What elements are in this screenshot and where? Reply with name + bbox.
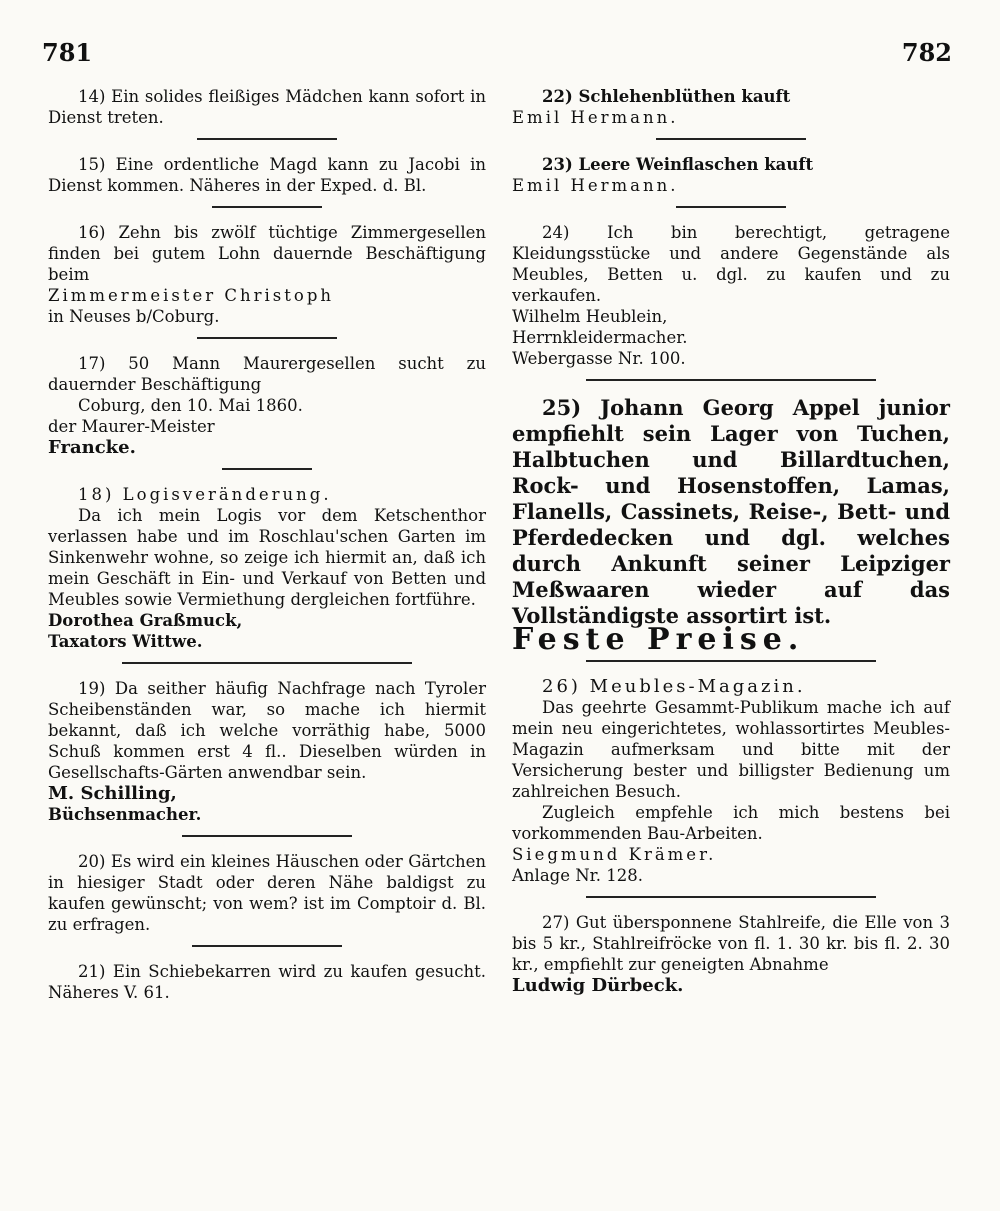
right-column — [512, 86, 950, 1002]
ad-18-signature-line1: Dorothea Graßmuck, — [48, 611, 243, 630]
divider — [197, 138, 337, 140]
ad-24-text: 24) Ich bin berechtigt, getragene Kleidungsstücke und andere Gegenstände als Meubles, Betten u. dgl. zu kaufen und zu verkaufen. — [512, 223, 950, 305]
ad-19-signature-line1: M. Schilling, — [48, 783, 177, 804]
ad-23 — [512, 154, 950, 196]
divider — [586, 379, 876, 381]
ad-16-signature-line1: Zimmermeister Christoph — [48, 286, 335, 305]
ad-26-text2: Zugleich empfehle ich mich bestens bei vorkommenden Bau-Arbeiten. — [512, 803, 950, 843]
ad-18-signature-line2: Taxators Wittwe. — [48, 632, 203, 651]
divider — [222, 468, 312, 470]
ad-24 — [512, 222, 950, 369]
divider — [122, 662, 412, 664]
ad-15-text: 15) Eine ordentliche Magd kann zu Jacobi in Dienst kommen. Näheres in der Exped. d. Bl. — [48, 155, 486, 195]
ad-22 — [512, 86, 950, 128]
ad-25-feste-preise: Feste Preise. — [512, 622, 805, 657]
ad-27-text: 27) Gut übersponnene Stahlreife, die Elle von 3 bis 5 kr., Stahlreifröcke von fl. 1. 30 kr. bis fl. 2. 30 kr., empfiehlt zur geneigten Abnahme — [512, 913, 950, 974]
ad-22-signature: Emil Hermann. — [512, 108, 679, 127]
ad-14-text: 14) Ein solides fleißiges Mädchen kann sofort in Dienst treten. — [48, 87, 486, 127]
divider — [656, 138, 806, 140]
ad-24-signature-line2: Herrnkleidermacher. — [512, 328, 688, 347]
ad-25-text: 25) Johann Georg Appel junior empfiehlt sein Lager von Tuchen, Halbtuchen und Billardtuchen, Rock- und Hosenstoffen, Lamas, Flanells, Cassinets, Reise-, Bett- und Pferdedecken und dgl. welches durch Ankunft seiner Leipziger Meßwaaren wieder auf das Vollständigste assortirt ist. — [512, 395, 950, 628]
ad-26-heading: 26) Meubles-Magazin. — [542, 676, 806, 697]
ad-26-signature-line1: Siegmund Krämer. — [512, 845, 717, 864]
divider — [212, 206, 322, 208]
ad-16-text: 16) Zehn bis zwölf tüchtige Zimmergesellen finden bei gutem Lohn dauernde Beschäftigung beim — [48, 223, 486, 284]
page-number-right: 782 — [901, 38, 952, 67]
left-column — [48, 86, 486, 1009]
ad-23-text: 23) Leere Weinflaschen kauft — [542, 155, 814, 174]
ad-24-signature-line1: Wilhelm Heublein, — [512, 307, 668, 326]
divider — [182, 835, 352, 837]
divider — [586, 896, 876, 898]
ad-17 — [48, 353, 486, 458]
ad-18-text: Da ich mein Logis vor dem Ketschenthor verlassen habe und im Roschlau'schen Garten im Sinkenwehr wohne, so zeige ich hiermit an, daß ich mein Geschäft in Ein- und Verkauf von Betten und Meubles sowie Vermiethung dergleichen fortführe. — [48, 506, 486, 609]
divider — [676, 206, 786, 208]
ad-17-signature-line1: der Maurer-Meister — [48, 417, 215, 436]
ad-27-signature: Ludwig Dürbeck. — [512, 975, 684, 996]
ad-21 — [48, 961, 486, 1003]
divider — [197, 337, 337, 339]
divider — [586, 660, 876, 662]
page-number-left: 781 — [42, 38, 93, 67]
ad-17-signature-line2: Francke. — [48, 437, 136, 458]
ad-27 — [512, 912, 950, 996]
ad-19-signature-line2: Büchsenmacher. — [48, 805, 202, 824]
ad-18-heading: 18) Logisveränderung. — [78, 485, 332, 504]
ad-19-text: 19) Da seither häufig Nachfrage nach Tyroler Scheibenständen war, so mache ich hiermit bekannt, daß ich welche vorräthig habe, 5000 Schuß kommen erst 4 fl.. Dieselben würden in Gesellschafts-Gärten anwendbar sein. — [48, 679, 486, 782]
ad-19 — [48, 678, 486, 825]
ad-17-text: 17) 50 Mann Maurergesellen sucht zu dauernder Beschäftigung — [48, 354, 486, 394]
ad-16 — [48, 222, 486, 327]
ad-20 — [48, 851, 486, 935]
ad-25 — [512, 395, 950, 657]
ad-26 — [512, 676, 950, 886]
ad-26-signature-line2: Anlage Nr. 128. — [512, 866, 643, 885]
ad-24-signature-line3: Webergasse Nr. 100. — [512, 349, 686, 368]
ad-14 — [48, 86, 486, 128]
ad-17-place-date: Coburg, den 10. Mai 1860. — [78, 396, 303, 415]
divider — [192, 945, 342, 947]
ad-16-signature-line2: in Neuses b/Coburg. — [48, 307, 220, 326]
ad-26-text: Das geehrte Gesammt-Publikum mache ich auf mein neu eingerichtetes, wohlassortirtes Meubles-Magazin aufmerksam und bitte mit der Versicherung bester und billigster Bedienung um zahlreichen Besuch. — [512, 698, 950, 801]
ad-18 — [48, 484, 486, 652]
ad-23-signature: Emil Hermann. — [512, 176, 679, 195]
ad-21-text: 21) Ein Schiebekarren wird zu kaufen gesucht. Näheres V. 61. — [48, 962, 486, 1002]
ad-15 — [48, 154, 486, 196]
ad-20-text: 20) Es wird ein kleines Häuschen oder Gärtchen in hiesiger Stadt oder deren Nähe baldigst zu kaufen gewünscht; von wem? ist im Comptoir d. Bl. zu erfragen. — [48, 852, 486, 934]
ad-22-text: 22) Schlehenblüthen kauft — [542, 87, 791, 106]
